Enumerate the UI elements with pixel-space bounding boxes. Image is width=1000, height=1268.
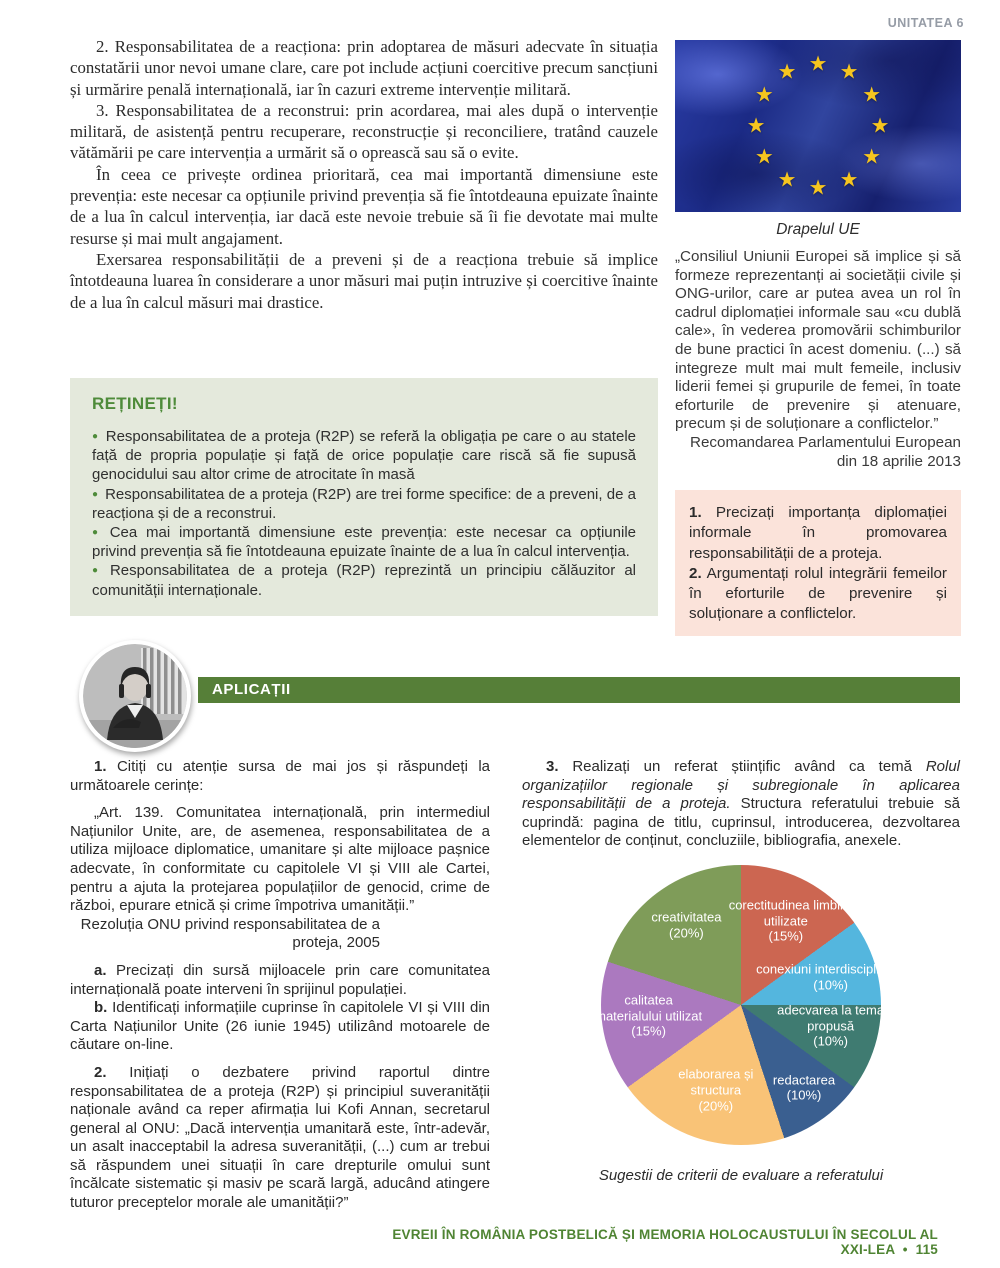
- pie-chart: [595, 865, 906, 1145]
- intro-paragraph: Exersarea responsabilității de a preveni și de a reacționa trebuie să implice întotdeauna luarea în considerare a unor măsuri mai puțin intruzive și coercitive înainte de a lua în calcul măsuri mai drastice.: [70, 249, 658, 312]
- pie-slice-label: adecvarea la tema propusă (10%): [777, 1002, 885, 1049]
- exercise-3: 3. Realizați un referat științific având ca temă Rolul organizațiilor regionale și subregionale în aplicarea responsabilității de a proteja. Structura referatului trebuie să cuprindă: pagina de titlu, cuprinsul, introducerea, dezvoltarea elementelor de conținut, concluziile, bibliografia, anexele.: [522, 758, 961, 850]
- sidebar-column: [675, 40, 961, 636]
- retineti-bullet: [92, 523, 636, 561]
- exercise-number: 3.: [546, 758, 559, 775]
- footer-separator-icon: •: [902, 1242, 908, 1257]
- retineti-box: [70, 378, 658, 616]
- eu-star-icon: ★: [808, 176, 828, 200]
- source-attribution: Rezoluția ONU privind responsabilitatea de a proteja, 2005: [80, 915, 380, 952]
- eu-star-icon: ★: [808, 52, 828, 76]
- eu-star-icon: ★: [839, 60, 859, 84]
- retineti-bullet-text: Responsabilitatea de a proteja (R2P) se referă la obligația pe care o au statele față de propria populație și față de orice populație care riscă să fie supusă genocidului sau altor crime de atrocitate în masă: [92, 428, 636, 484]
- exercises-section: [70, 758, 960, 1213]
- eu-star-icon: ★: [862, 145, 882, 169]
- source-text: „Art. 139. Comunitatea internațională, prin intermediul Națiunilor Unite, are, de asemenea, responsabilitatea de a utiliza mijloace diplomatice, umanitare și alte mijloace pașnice adecvate, în conformitate cu capitolele VI și VIII ale Cartei, pentru a ajuta la protejarea populațiilor de genocid, crime de război, epurare etnică și crime împotriva umanității.”: [70, 804, 490, 915]
- eu-flag-image: [675, 40, 961, 212]
- eu-star-icon: ★: [777, 168, 797, 192]
- page-footer: [380, 1227, 938, 1257]
- chart-caption: Sugestii de criterii de evaluare a referatului: [598, 1166, 884, 1184]
- exercise-1b: b. Identificați informațiile cuprinse în capitolele VI și VIII din Carta Națiunilor Unite (26 iunie 1945) utilizând motoarele de căutare on-line.: [70, 999, 491, 1054]
- exercise-1a: a. Precizați din sursă mijloacele prin care comunitatea internațională poate interveni în sprijinul populației.: [70, 961, 490, 998]
- flag-caption: Drapelul UE: [776, 221, 860, 238]
- question-number: 1.: [689, 504, 702, 522]
- bullet-icon: ●: [92, 431, 99, 442]
- page-number: 115: [915, 1242, 938, 1257]
- exercise-number: 1.: [94, 758, 107, 775]
- bullet-icon: ●: [92, 527, 103, 539]
- retineti-bullet-text: Cea mai importantă dimensiune este prevenția: este necesar ca opțiunile privind prevenția să fie întotdeauna epuizate înainte de a lua în calcul intervenția.: [92, 524, 636, 561]
- exercise-letter: b.: [94, 999, 108, 1017]
- intro-paragraph: 3. Responsabilitatea de a reconstrui: prin acordarea, mai ales după o intervenție militară, de asistență pentru recuperare, reconstrucție și reconciliere, tratând cauzele vătămării pe care intervenția a urmărit să o oprească sau să o evite.: [70, 100, 658, 163]
- pie-slice-label: calitatea materialului utilizat (15%): [595, 992, 703, 1039]
- question-number: 2.: [689, 564, 702, 582]
- eu-star-icon: ★: [777, 60, 797, 84]
- intro-paragraph: În ceea ce privește ordinea prioritară, cea mai importantă dimensiune este prevenția: este necesar ca opțiunile privind prevenția să fie întotdeauna epuizate înainte de a lua în calcul intervenția, iar dacă este nevoie trebuie să îi fie devotate mai multe resurse și mai mult angajament.: [70, 164, 658, 248]
- referat-theme: Rolul organizațiilor regionale și subregionale în aplicarea responsabilității de a proteja.: [522, 758, 960, 813]
- question-text: Argumentați rolul integrării femeilor în eforturile de prevenire și soluționare a conflictelor.: [689, 564, 947, 623]
- pie-slice-label: conexiuni interdisciplinare (10%): [756, 961, 906, 992]
- anne-frank-photo: [79, 640, 191, 752]
- question-item: [689, 564, 947, 625]
- question-text: Precizați importanța diplomației informale în promovarea responsabilității de a proteja.: [689, 504, 947, 562]
- question-item: [689, 503, 947, 564]
- exercise-number: 2.: [94, 1063, 107, 1081]
- intro-paragraph: 2. Responsabilitatea de a reacționa: prin adoptarea de măsuri adecvate în situația constatării unor nevoi umane clare, care pot include acțiuni coercitive precum sancțiuni și urmărire penală internațională, iar în cazuri extreme intervenție militară.: [70, 37, 658, 99]
- bullet-icon: ●: [92, 565, 103, 577]
- pie-slice-label: creativitatea (20%): [651, 909, 722, 941]
- anne-frank-photo-graphic: [83, 644, 187, 748]
- eu-star-icon: ★: [839, 168, 859, 192]
- exercises-left-column: [70, 758, 490, 1213]
- eu-star-icon: ★: [862, 83, 882, 107]
- pie-slice-label: elaborarea și structura (20%): [678, 1066, 754, 1114]
- bullet-icon: ●: [92, 488, 99, 500]
- quote-attribution: Recomandarea Parlamentului European din 18 aprilie 2013: [689, 433, 961, 470]
- retineti-bullet: [92, 485, 636, 523]
- exercise-letter: a.: [94, 961, 107, 979]
- retineti-bullet: [92, 561, 636, 599]
- exercises-right-column: [522, 758, 960, 1213]
- retineti-bullet-text: Responsabilitatea de a proteja (R2P) reprezintă un principiu călăuzitor al comunității internaționale.: [92, 562, 637, 599]
- pie-slice-label: redactarea (10%): [772, 1071, 836, 1103]
- quote-text: „Consiliul Uniunii Europei să implice și să formeze reprezentanți ai societății civile și ONG-urilor, care ar putea avea un rol în cadrul diplomației informale sau «cu dublă cale», în vederea promovării schimburilor de bune practici în acest domeniu. (...) să integreze mult mai mult femeile, inclusiv liderii femei și grupurile de femei, în toate eforturile de prevenire și atenuare, precum și de soluționare a conflictelor.”: [675, 248, 961, 433]
- eu-star-icon: ★: [870, 114, 890, 138]
- exercise-2: 2. Inițiați o dezbatere privind raportul dintre responsabilitatea de a proteja (R2P) și principiul suveranității naționale având ca reper afirmația lui Kofi Annan, secretarul general al ONU: „Dacă intervenția umanitară este, într-adevăr, un asalt inacceptabil la adresa suveranității, (...) cum ar trebui să răspundem unei situații în care drepturile omului sunt încălcate sistematic și masiv pe scară largă, aducând atingere tuturor preceptelor morale ale umanității?”: [70, 1063, 490, 1212]
- eu-star-icon: ★: [754, 83, 774, 107]
- retineti-bullet-text: Responsabilitatea de a proteja (R2P) are trei forme specifice: de a preveni, de a reacționa și de a reconstrui.: [92, 485, 636, 522]
- aplicatii-banner: APLICAȚII: [198, 677, 960, 703]
- footer-title: EVREII ÎN ROMÂNIA POSTBELICĂ ȘI MEMORIA HOLOCAUSTULUI ÎN SECOLUL AL XXI-LEA: [392, 1227, 938, 1257]
- exercise-1: 1. Citiți cu atenție sursa de mai jos și răspundeți la următoarele cerințe:: [70, 758, 490, 794]
- retineti-bullet: [92, 427, 636, 485]
- eu-star-icon: ★: [746, 114, 766, 138]
- intro-text: [70, 36, 658, 313]
- pie-slice-label: corectitudinea limbii utilizate (15%): [728, 897, 843, 944]
- eu-star-icon: ★: [754, 145, 774, 169]
- unit-header: UNITATEA 6: [887, 16, 964, 30]
- questions-box: [675, 490, 961, 636]
- retineti-title: REȚINEȚI!: [92, 394, 178, 413]
